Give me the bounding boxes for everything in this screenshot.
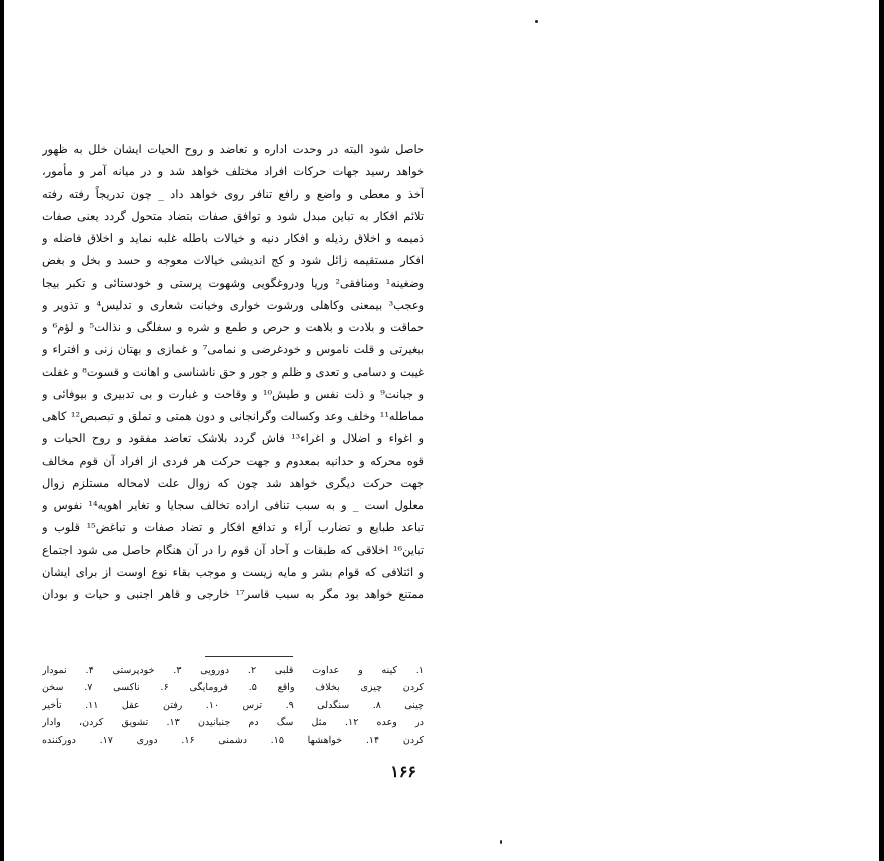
body-line: وضغینه¹ ومنافقی² وریا ودروغگویی وشهوت پرستی و خودستائی و تکبر بیجا — [42, 275, 424, 290]
body-line: تلائم افکار به تباین مبدل شود و توافق صفات بتضاد متحول گردد یعنی صفات — [42, 208, 424, 223]
scan-left-edge — [0, 0, 4, 861]
body-line: غیبت و دسامی و تعدی و ظلم و جور و حق ناشناسی و اهانت و قسوت⁸ و غفلت — [42, 364, 424, 379]
body-line: و اغواء و اضلال و اغراء¹³ فاش گردد بلاشک تعاضد مفقود و روح الحیات و — [42, 431, 424, 446]
footnote-line: کردن ۱۴. خواهشها ۱۵. دشمنی ۱۶. دوری ۱۷. دورکننده — [42, 734, 424, 746]
body-line: مماطله¹¹ وخلف وعد وکسالت وگرانجانی و دون همتی و تملق و تبصبص¹² کاهی — [42, 409, 424, 423]
body-line: تباعد طبایع و تضارب آراء و تدافع افکار و تضاد صفات و تباغض¹⁵ قلوب و — [42, 520, 424, 535]
body-line: حاصل شود البته در وحدت اداره و تعاضد و روح الحیات ایشان خلل به ظهور — [42, 142, 424, 156]
body-line: بیغیرتی و قلت ناموس و خودغرضی و نمامی⁷ و غمازی و بهتان زنی و افتراء و — [42, 342, 424, 357]
footnotes — [42, 662, 424, 749]
footnote-divider — [205, 656, 293, 657]
body-line: حماقت و بلادت و بلاهت و حرص و طمع و شره و سفلگی و نذالت⁵ و لؤم⁶ و — [42, 320, 424, 334]
body-line: خواهد رسید جهات حرکات افراد مختلف خواهد شد و در میانه آمر و مأمور، — [42, 164, 424, 179]
body-line: جهت حرکت دیگری خواهد شد چون که زوال علت لامحاله مستلزم زوال — [42, 475, 424, 490]
footnote-line: ۱. کینه و عداوت قلبی ۲. دورویی ۳. خودپرستی ۴. نمودار — [42, 665, 424, 676]
body-line: معلول است _ و به سبب تنافی اراده تخالف سجایا و تغایر اهویه¹⁴ نفوس و — [42, 498, 424, 512]
body-line: افکار مستقیمه زائل شود و کج اندیشی خیالات معوجه و حسد و بخل و بغض — [42, 253, 424, 268]
page-body-text — [42, 138, 424, 605]
body-line: آخذ و معطی و واضع و رافع تنافر روی خواهد داد _ چون تدریجاً رفته رفته — [42, 186, 424, 201]
body-line: تباین¹⁶ اخلاقی که طبقات و آحاد آن قوم را در آن هنگام حاصل می شود اجتماع — [42, 542, 424, 557]
body-line: ممتنع خواهد بود مگر به سبب قاسر¹⁷ خارجی و قاهر اجنبی و حیات و بودان — [42, 587, 424, 601]
body-line: قوه محرکه و حدانیه بمعدوم و جهت حرکت هر فردی از افراد آن قوم مخالف — [42, 453, 424, 468]
scan-right-edge — [879, 0, 884, 861]
body-line: و ائتلافی که قوام بشر و مایه زیست و موجب بقاء نوع اوست از برای ایشان — [42, 564, 424, 579]
body-line: ذمیمه و اخلاق رذیله و افکار دنیه و خیالات باطله غلبه نماید و اخلاق فاضله و — [42, 231, 424, 245]
footnote-line: چینی ۸. سنگدلی ۹. ترس ۱۰. رفتن عقل ۱۱. تأخیر — [42, 699, 424, 711]
body-line: وعجب³ بیمعنی وکاهلی ورشوت خواری وخیانت شعاری و تدلیس⁴ و تذویر و — [42, 297, 424, 312]
footnote-line: در وعده ۱۲. مثل سگ دم جنبانیدن ۱۳. تشویق کردن، وادار — [42, 717, 424, 729]
scan-speck — [500, 840, 502, 844]
footnote-line: کردن چیزی بخلاف واقع ۵. فرومایگی ۶. ناکسی ۷. سخن‌ — [42, 682, 424, 694]
page-number: ۱۶۶ — [390, 762, 416, 781]
body-line: و جبانت⁹ و ذلت نفس و طیش¹⁰ و وقاحت و غبارت و بی تدبیری و بیوفائی و — [42, 386, 424, 401]
scan-speck — [535, 20, 538, 23]
